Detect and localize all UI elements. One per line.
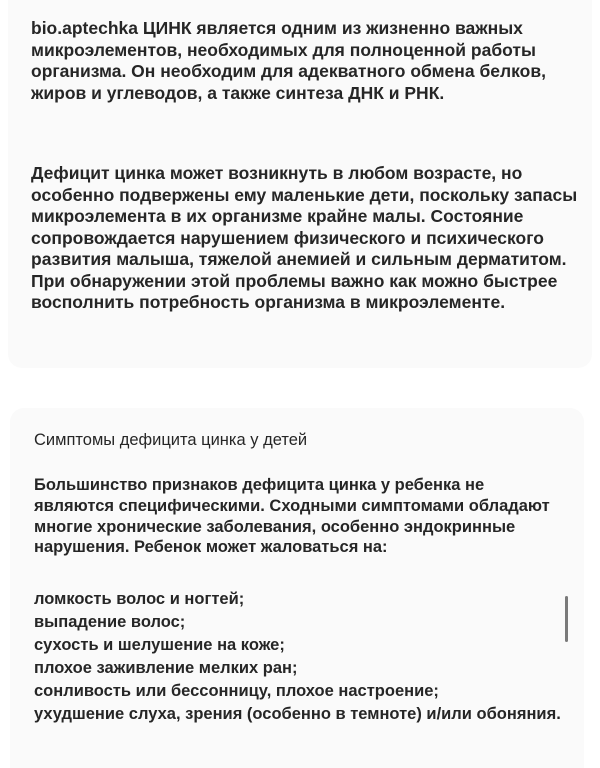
scrollbar-thumb[interactable] <box>565 596 568 642</box>
username-link[interactable]: bio.aptechka <box>31 18 138 38</box>
symptom-list <box>34 588 564 726</box>
symptom-item: сухость и шелушение на коже; <box>34 636 285 654</box>
post-caption <box>31 18 586 104</box>
slide-intro: Большинство признаков дефицита цинка у ребенка не являются специфическими. Сходными симптомами обладают многие хронические заболевания, особенно эндокринные нарушения. Ребенок может жаловаться на: <box>34 476 550 557</box>
slide-heading: Симптомы дефицита цинка у детей <box>34 431 308 449</box>
text-slide-card[interactable] <box>10 408 584 768</box>
caption-text: ЦИНК является одним из жизненно важных микроэлементов, необходимых для полноценной работы организма. Он необходим для адекватного обмена белков, жиров и углеводов, а также синтеза ДНК и РНК. <box>31 18 546 103</box>
symptom-item: ломкость волос и ногтей; <box>34 590 245 608</box>
symptom-item: ухудшение слуха, зрения (особенно в темноте) и/или обоняния. <box>34 705 561 723</box>
symptom-item: сонливость или бессонницу, плохое настроение; <box>34 682 439 700</box>
caption-paragraph-2: Дефицит цинка может возникнуть в любом возрасте, но особенно подвержены ему маленькие дети, поскольку запасы микроэлемента в их организме крайне малы. Состояние сопровождается нарушением физического и психического развития малыша, тяжелой анемией и сильным дерматитом. При обнаружении этой проблемы важно как можно быстрее восполнить потребность организма в микроэлементе. <box>31 163 578 312</box>
symptom-item: плохое заживление мелких ран; <box>34 659 298 677</box>
symptom-item: выпадение волос; <box>34 613 186 631</box>
